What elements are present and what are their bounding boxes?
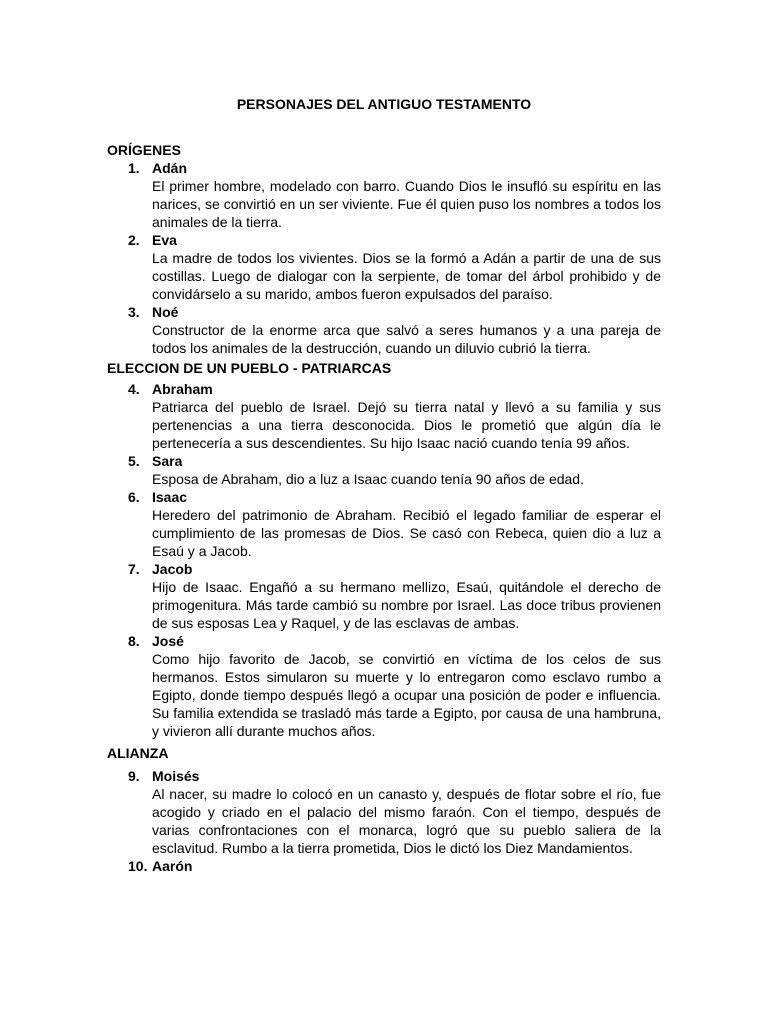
item-number: 2. — [128, 232, 140, 248]
item-number: 9. — [128, 768, 140, 784]
character-description: Patriarca del pueblo de Israel. Dejó su tierra natal y llevó a su familia y sus pertenencias a una tierra desconocida. Dios le prometió que algún día le pertenecería a sus descendientes. Su hijo Isaac nació cuando tenía 99 años. — [152, 399, 661, 451]
character-list-origenes — [107, 159, 661, 357]
character-description: Como hijo favorito de Jacob, se convirtió en víctima de los celos de sus hermanos. Estos simularon su muerte y lo entregaron como esclavo rumbo a Egipto, donde tiempo después llegó a ocupar una posición de poder e influencia. Su familia extendida se trasladó más tarde a Egipto, por causa de una hambruna, y vivieron allí durante muchos años. — [152, 651, 661, 739]
character-description: Heredero del patrimonio de Abraham. Recibió el legado familiar de esperar el cumplimiento de las promesas de Dios. Se casó con Rebeca, quien dio a luz a Esaú y a Jacob. — [152, 507, 661, 559]
section-heading-patriarcas: ELECCION DE UN PUEBLO - PATRIARCAS — [107, 360, 392, 376]
list-item — [107, 159, 661, 231]
character-description: El primer hombre, modelado con barro. Cuando Dios le insufló su espíritu en las narices, se convirtió en un ser viviente. Fue él quien puso los nombres a todos los animales de la tierra. — [152, 178, 661, 230]
list-item — [107, 857, 661, 875]
item-number: 4. — [128, 381, 140, 397]
list-item — [107, 303, 661, 357]
character-name: Abraham — [152, 381, 213, 397]
item-number: 6. — [128, 489, 140, 505]
character-description: Constructor de la enorme arca que salvó a seres humanos y a una pareja de todos los animales de la destrucción, cuando un diluvio cubrió la tierra. — [152, 322, 661, 356]
item-number: 5. — [128, 453, 140, 469]
character-description: La madre de todos los vivientes. Dios se la formó a Adán a partir de una de sus costillas. Luego de dialogar con la serpiente, de tomar del árbol prohibido y de convidárselo a su marido, ambos fueron expulsados del paraíso. — [152, 250, 661, 302]
character-name: José — [152, 633, 184, 649]
item-number: 1. — [128, 160, 140, 176]
list-item — [107, 632, 661, 740]
list-item — [107, 452, 661, 488]
section-heading-origenes: ORÍGENES — [107, 142, 181, 158]
item-number: 3. — [128, 304, 140, 320]
character-name: Noé — [152, 304, 179, 320]
character-name: Moisés — [152, 768, 200, 784]
section-heading-alianza: ALIANZA — [107, 745, 169, 761]
character-list-alianza — [107, 767, 661, 875]
character-description: Esposa de Abraham, dio a luz a Isaac cuando tenía 90 años de edad. — [152, 471, 584, 487]
character-description: Hijo de Isaac. Engañó a su hermano mellizo, Esaú, quitándole el derecho de primogenitura. Más tarde cambió su nombre por Israel. Las doce tribus provienen de sus esposas Lea y Raquel, y de las esclavas de ambas. — [152, 579, 661, 631]
character-name: Jacob — [152, 561, 193, 577]
list-item — [107, 767, 661, 857]
character-name: Eva — [152, 232, 177, 248]
document-title: PERSONAJES DEL ANTIGUO TESTAMENTO — [236, 96, 532, 112]
item-number: 10. — [128, 858, 148, 874]
list-item — [107, 488, 661, 560]
character-name: Sara — [152, 453, 183, 469]
list-item — [107, 380, 661, 452]
item-number: 8. — [128, 633, 140, 649]
item-number: 7. — [128, 561, 140, 577]
character-list-patriarcas — [107, 380, 661, 740]
document-page — [107, 96, 661, 875]
list-item — [107, 560, 661, 632]
character-name: Isaac — [152, 489, 188, 505]
character-description: Al nacer, su madre lo colocó en un canasto y, después de flotar sobre el río, fue acogido y criado en el palacio del mismo faraón. Con el tiempo, después de varias confrontaciones con el monarca, logró que su pueblo saliera de la esclavitud. Rumbo a la tierra prometida, Dios le dictó los Diez Mandamientos. — [152, 786, 661, 856]
character-name: Adán — [152, 160, 187, 176]
list-item — [107, 231, 661, 303]
character-name: Aarón — [152, 858, 193, 874]
